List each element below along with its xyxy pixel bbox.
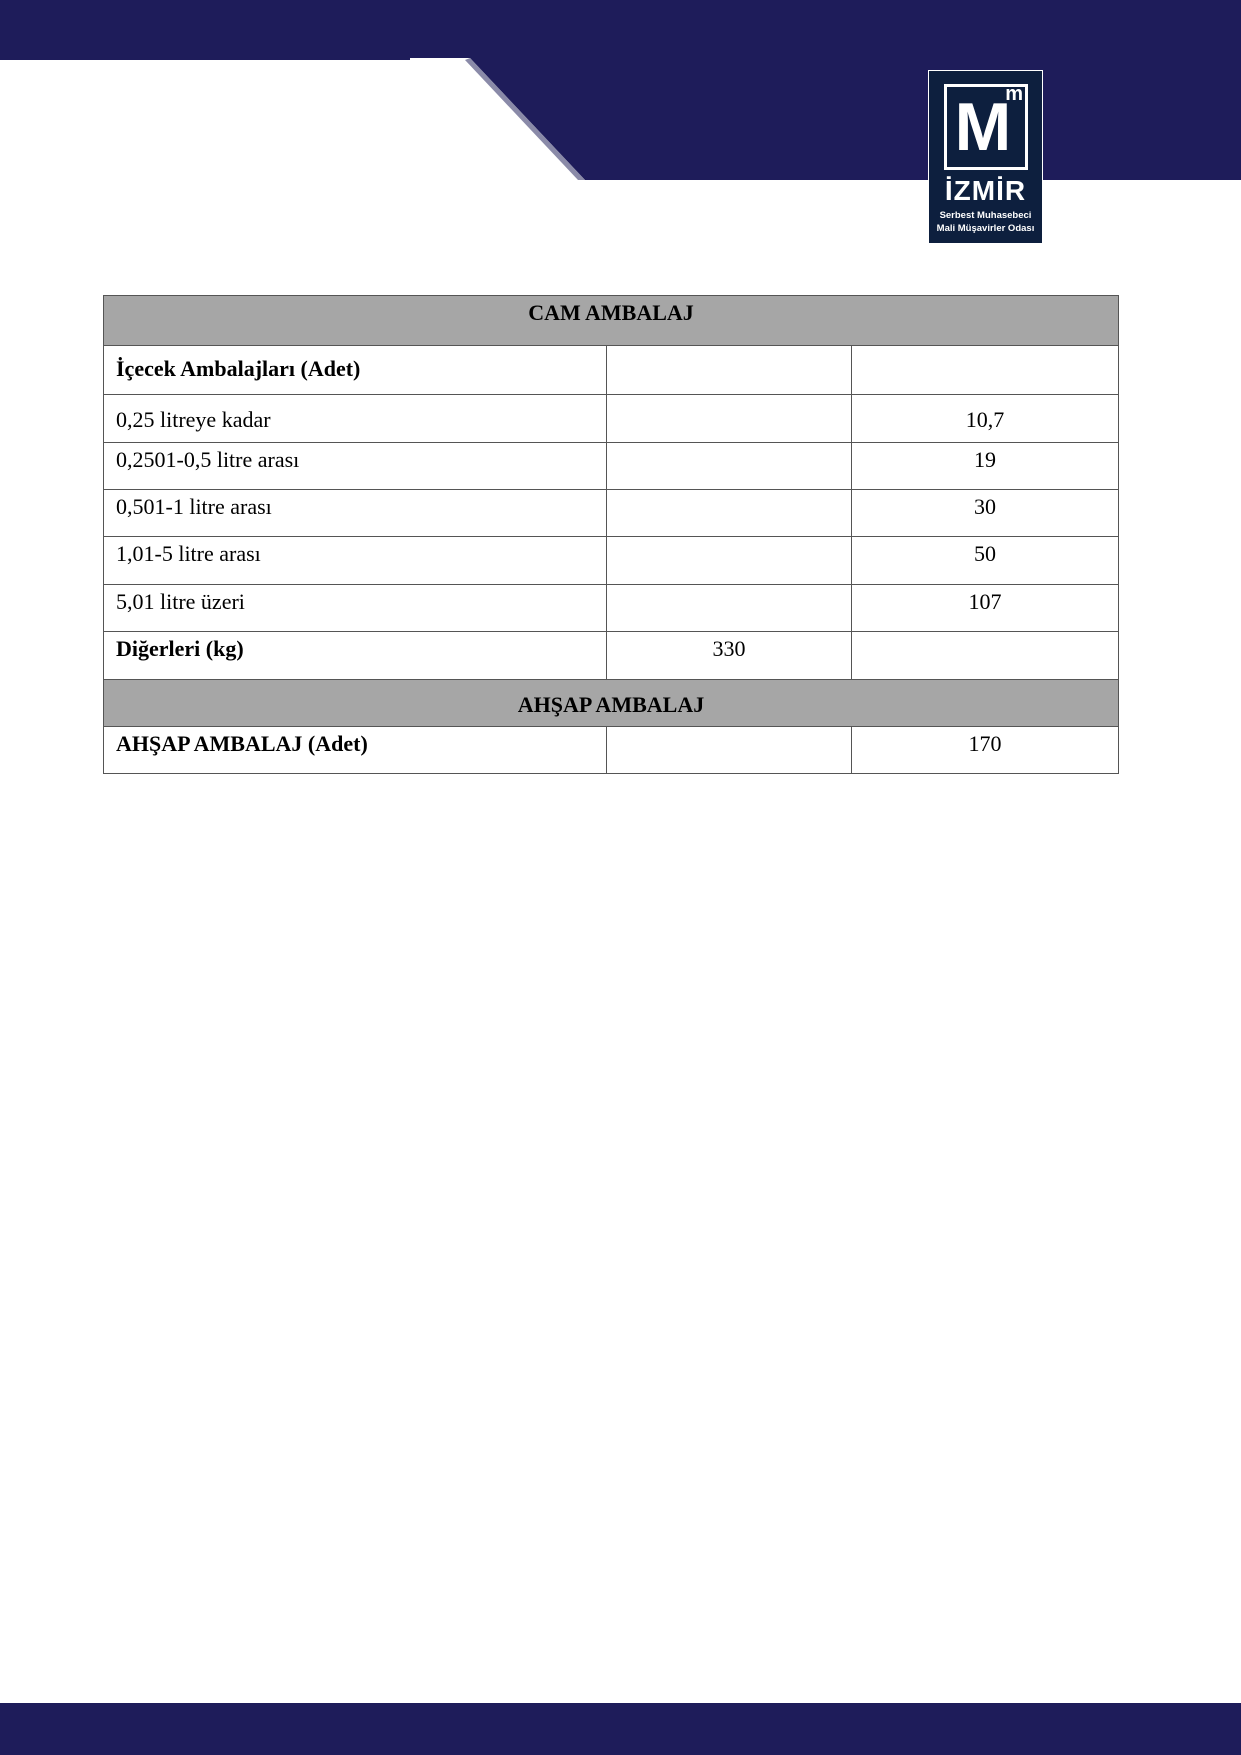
- table-row: [104, 443, 1119, 490]
- logo-subtitle-1: Serbest Muhasebeci: [939, 210, 1032, 221]
- icecek-label: İçecek Ambalajları (Adet): [104, 346, 607, 395]
- packaging-fee-table: [103, 295, 1119, 774]
- empty-cell: [607, 585, 852, 632]
- row-value: 50: [852, 537, 1119, 585]
- logo-m-box: [944, 84, 1028, 170]
- empty-cell: [607, 490, 852, 537]
- row-label: 0,2501-0,5 litre arası: [104, 443, 607, 490]
- ahsap-label: AHŞAP AMBALAJ (Adet): [104, 727, 607, 774]
- row-value: 107: [852, 585, 1119, 632]
- izmir-smmmo-logo: [928, 70, 1043, 244]
- digerleri-value: 330: [607, 632, 852, 680]
- table-row: [104, 537, 1119, 585]
- logo-subtitle-2: Mali Müşavirler Odası: [936, 223, 1035, 234]
- table-row: [104, 490, 1119, 537]
- row-value: 30: [852, 490, 1119, 537]
- empty-cell: [852, 346, 1119, 395]
- empty-cell: [607, 395, 852, 443]
- row-label: 0,501-1 litre arası: [104, 490, 607, 537]
- table-row: [104, 680, 1119, 727]
- digerleri-label: Diğerleri (kg): [104, 632, 607, 680]
- table-row: [104, 585, 1119, 632]
- table-row: [104, 727, 1119, 774]
- row-label: 0,25 litreye kadar: [104, 395, 607, 443]
- empty-cell: [607, 443, 852, 490]
- row-label: 5,01 litre üzeri: [104, 585, 607, 632]
- header-band-right: [405, 0, 1241, 180]
- footer-band: [0, 1703, 1241, 1755]
- empty-cell: [607, 727, 852, 774]
- row-value: 19: [852, 443, 1119, 490]
- logo-mark: M: [954, 89, 1012, 165]
- empty-cell: [607, 537, 852, 585]
- logo-city: İZMİR: [944, 175, 1027, 206]
- table-row: [104, 395, 1119, 443]
- table-row: [104, 346, 1119, 395]
- row-value: 10,7: [852, 395, 1119, 443]
- empty-cell: [852, 632, 1119, 680]
- cam-ambalaj-header: CAM AMBALAJ: [104, 296, 1119, 346]
- table-row: [104, 296, 1119, 346]
- row-label: 1,01-5 litre arası: [104, 537, 607, 585]
- table-row: [104, 632, 1119, 680]
- empty-cell: [607, 346, 852, 395]
- ahsap-ambalaj-header: AHŞAP AMBALAJ: [104, 680, 1119, 727]
- header-band-left: [0, 0, 410, 60]
- logo-mark-small: m: [1005, 83, 1023, 105]
- ahsap-value: 170: [852, 727, 1119, 774]
- header-banner: [0, 0, 1241, 190]
